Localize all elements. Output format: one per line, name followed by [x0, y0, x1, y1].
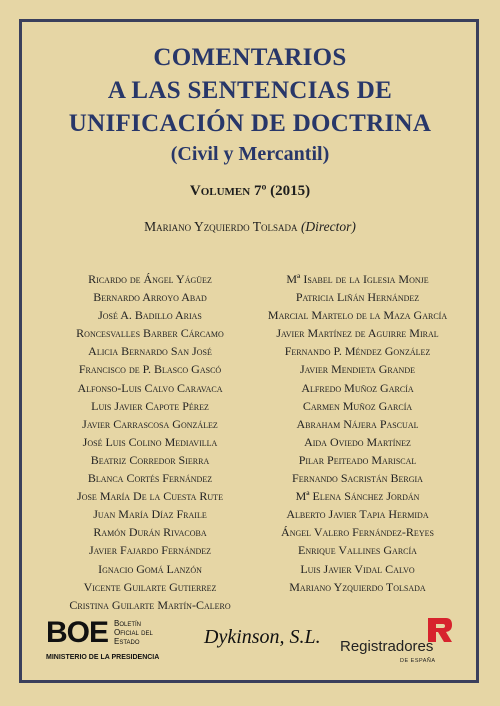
author-name: Juan María Díaz Fraile [93, 507, 207, 522]
author-name: Luis Javier Vidal Calvo [300, 561, 415, 576]
author-name: Beatriz Corredor Sierra [90, 452, 210, 467]
director [0, 219, 500, 235]
registradores-logo-block [340, 616, 460, 671]
boe-logo-block [46, 618, 166, 668]
author-name: Alberto Javier Tapia Hermida [286, 507, 429, 522]
author-name: Carmen Muñoz García [302, 398, 413, 413]
subtitle: (Civil y Mercantil) [170, 143, 330, 165]
registradores-name: Registradores [340, 638, 434, 655]
author-name: Javier Mendieta Grande [300, 362, 415, 377]
authors-left-column [45, 270, 255, 614]
author-name: Luis Javier Capote Pérez [91, 398, 209, 413]
author-name: Cristina Guilarte Martín-Calero [69, 597, 231, 612]
title-line-2: A LAS SENTENCIAS DE [107, 77, 393, 104]
director-name: Mariano Yzquierdo Tolsada [144, 219, 298, 234]
author-name: José A. Badillo Arias [98, 308, 202, 323]
author-name: Mª Isabel de la Iglesia Monje [286, 272, 429, 286]
author-name: Patricia Liñán Hernández [295, 290, 420, 305]
author-name: Ignacio Gomá Lanzón [98, 561, 202, 576]
author-name: Alfredo Muñoz García [301, 380, 414, 395]
author-name: Aida Oviedo Martínez [304, 434, 411, 449]
boe-line-3: Estado [114, 637, 140, 646]
author-name: José Luis Colino Mediavilla [82, 434, 218, 449]
author-name: Enrique Vallines García [298, 543, 417, 558]
author-name: Javier Martínez de Aguirre Miral [276, 326, 439, 341]
registradores-sub: DE ESPAÑA [400, 658, 436, 664]
author-name: Ángel Valero Fernández-Reyes [281, 525, 434, 540]
title-line-3: UNIFICACIÓN DE DOCTRINA [68, 110, 432, 137]
boe-text [114, 619, 174, 646]
author-name: Mª Elena Sánchez Jordán [295, 489, 420, 504]
author-name: Ricardo de Ángel Yágüez [88, 272, 212, 286]
author-name: Fernando Sacristán Bergia [292, 471, 423, 486]
author-name: Javier Fajardo Fernández [88, 543, 212, 558]
author-name: Abraham Nájera Pascual [296, 416, 419, 431]
title-line-1: COMENTARIOS [153, 44, 347, 71]
author-name: Vicente Guilarte Gutierrez [83, 579, 217, 594]
boe-line-1: Boletín [114, 619, 142, 628]
ministry-label: MINISTERIO DE LA PRESIDENCIA [46, 654, 160, 661]
author-name: Roncesvalles Barber Cárcamo [76, 326, 224, 341]
boe-logo: BOE [46, 616, 109, 649]
author-name: Alicia Bernardo San José [88, 344, 212, 359]
author-name: Pilar Peiteado Mariscal [298, 452, 417, 467]
author-name: Alfonso-Luis Calvo Caravaca [77, 380, 223, 395]
dykinson-logo: Dykinson, S.L. [204, 626, 321, 648]
author-name: Blanca Cortés Fernández [87, 471, 213, 486]
author-name: Marcial Martelo de la Maza García [267, 308, 448, 323]
author-name: Bernardo Arroyo Abad [93, 290, 207, 305]
author-name: Mariano Yzquierdo Tolsada [289, 579, 426, 594]
author-name: Javier Carrascosa González [82, 416, 218, 431]
author-name: Ramón Durán Rivacoba [93, 525, 207, 540]
director-role: (Director) [300, 219, 356, 234]
author-name: Francisco de P. Blasco Gascó [78, 362, 222, 377]
boe-line-2: Oficial del [114, 628, 153, 637]
author-name: Jose María De la Cuesta Rute [77, 489, 223, 504]
authors-right-column [250, 270, 465, 596]
author-name: Fernando P. Méndez González [284, 344, 431, 359]
volume: Volumen 7º (2015) [189, 183, 311, 199]
